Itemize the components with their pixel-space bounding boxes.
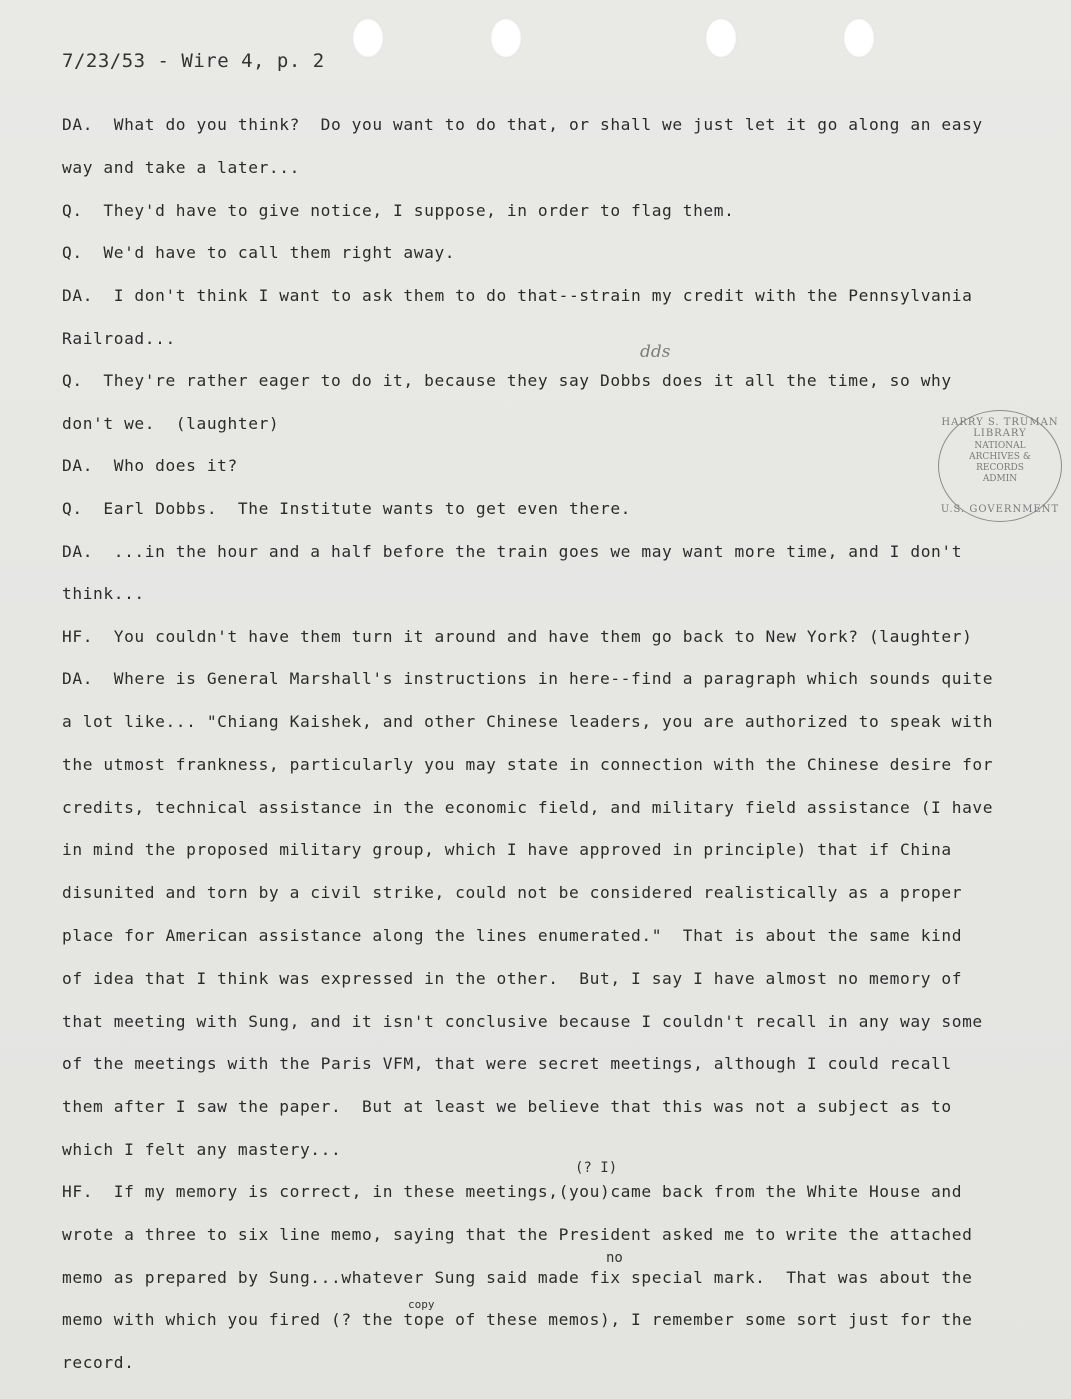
archive-stamp xyxy=(938,410,1062,522)
page-header: 7/23/53 - Wire 4, p. 2 xyxy=(62,50,325,72)
interlinear-annotation: copy xyxy=(408,1298,435,1311)
transcript-line: DA. Who does it? xyxy=(62,456,238,475)
punch-hole-2 xyxy=(490,18,522,58)
transcript-line: credits, technical assistance in the economic field, and military field assistance (I have xyxy=(62,798,994,817)
transcript-line: which I felt any mastery... xyxy=(62,1140,342,1159)
interlinear-annotation: (? I) xyxy=(575,1160,618,1176)
transcript-line: of idea that I think was expressed in the other. But, I say I have almost no memory of xyxy=(62,969,963,988)
transcript-line: that meeting with Sung, and it isn't conclusive because I couldn't recall in any way some xyxy=(62,1012,983,1031)
stamp-middle-3: RECORDS xyxy=(976,463,1024,473)
transcript-line: disunited and torn by a civil strike, could not be considered realistically as a proper xyxy=(62,883,963,902)
stamp-middle-4: ADMIN xyxy=(982,474,1018,484)
transcript-line: the utmost frankness, particularly you may state in connection with the Chinese desire for xyxy=(62,755,994,774)
transcript-line: think... xyxy=(62,584,145,603)
transcript-line: Q. They'd have to give notice, I suppose, in order to flag them. xyxy=(62,201,735,220)
transcript-line: Railroad... xyxy=(62,329,176,348)
transcript-line: a lot like... "Chiang Kaishek, and other Chinese leaders, you are authorized to speak with xyxy=(62,712,994,731)
punch-hole-4 xyxy=(843,18,875,58)
transcript-line: memo as prepared by Sung...whatever Sung said made fix special mark. That was about the xyxy=(62,1268,973,1287)
transcript-line: Q. They're rather eager to do it, because they say Dobbs does it all the time, so why xyxy=(62,371,952,390)
stamp-middle-2: ARCHIVES & xyxy=(969,452,1031,462)
stamp-top-text: HARRY S. TRUMAN LIBRARY xyxy=(941,417,1059,439)
handwritten-note: dds xyxy=(640,342,671,362)
transcript-line: place for American assistance along the lines enumerated." That is about the same kind xyxy=(62,926,963,945)
transcript-line: Q. Earl Dobbs. The Institute wants to get even there. xyxy=(62,499,632,518)
stamp-middle-1: NATIONAL xyxy=(974,441,1026,451)
transcript-line: of the meetings with the Paris VFM, that were secret meetings, although I could recall xyxy=(62,1054,952,1073)
transcript-line: DA. Where is General Marshall's instructions in here--find a paragraph which sounds quite xyxy=(62,669,994,688)
transcript-line: DA. ...in the hour and a half before the train goes we may want more time, and I don't xyxy=(62,542,963,561)
transcript-line: wrote a three to six line memo, saying that the President asked me to write the attached xyxy=(62,1225,973,1244)
transcript-line: record. xyxy=(62,1353,135,1372)
transcript-line: way and take a later... xyxy=(62,158,300,177)
punch-hole-3 xyxy=(705,18,737,58)
transcript-line: in mind the proposed military group, which I have approved in principle) that if China xyxy=(62,840,952,859)
transcript-line: DA. What do you think? Do you want to do that, or shall we just let it go along an easy xyxy=(62,115,983,134)
transcript-line: Q. We'd have to call them right away. xyxy=(62,243,456,262)
transcript-line: don't we. (laughter) xyxy=(62,414,280,433)
transcript-line: HF. You couldn't have them turn it around and have them go back to New York? (laughter) xyxy=(62,627,973,646)
transcript-line: DA. I don't think I want to ask them to do that--strain my credit with the Pennsylvania xyxy=(62,286,973,305)
transcript-line: HF. If my memory is correct, in these meetings,(you)came back from the White House and xyxy=(62,1182,963,1201)
punch-hole-1 xyxy=(352,18,384,58)
interlinear-annotation: no xyxy=(606,1250,623,1266)
transcript-line: them after I saw the paper. But at least we believe that this was not a subject as to xyxy=(62,1097,952,1116)
transcript-line: memo with which you fired (? the tope of these memos), I remember some sort just for the xyxy=(62,1310,973,1329)
stamp-bottom-text: U.S. GOVERNMENT xyxy=(940,504,1060,515)
